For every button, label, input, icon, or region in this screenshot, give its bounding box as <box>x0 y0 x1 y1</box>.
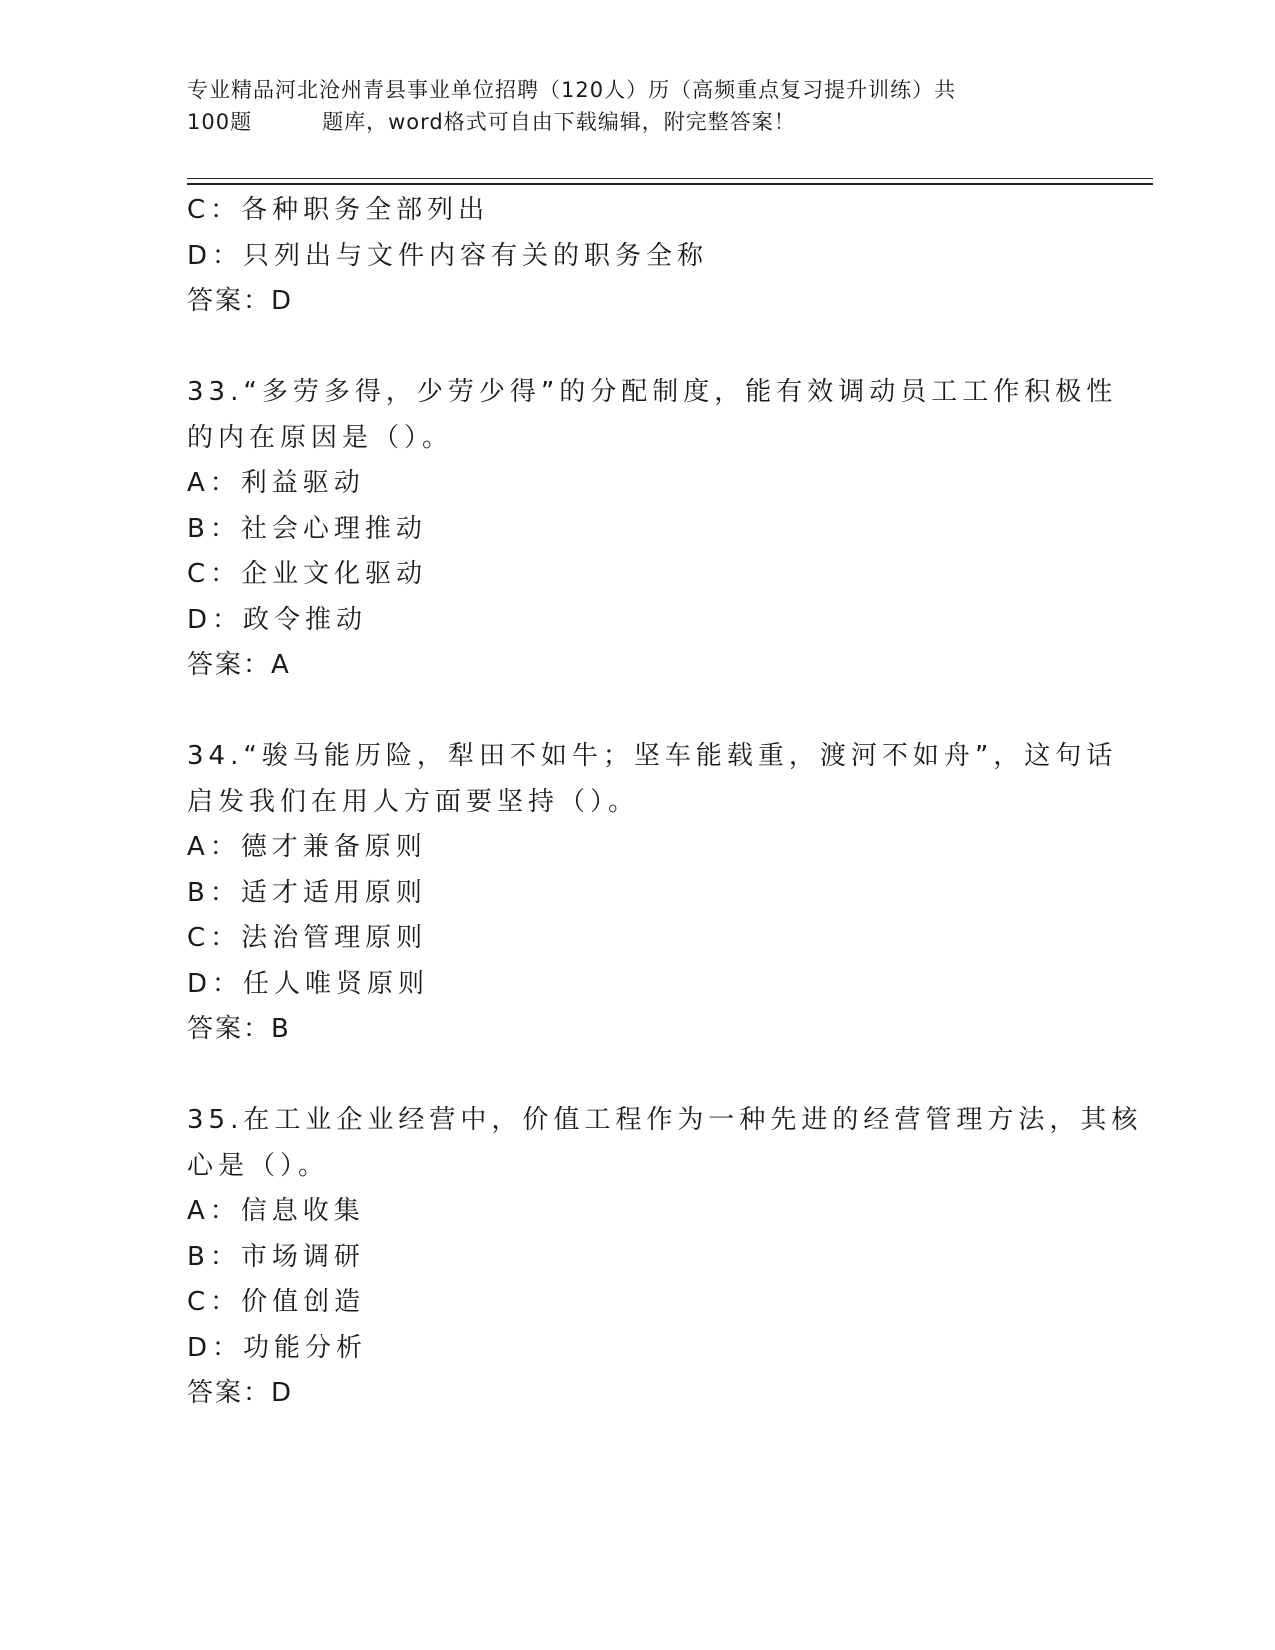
answer-line: 答案：A <box>187 650 291 680</box>
question-33 <box>187 370 1118 689</box>
question-stem-line-2: 的内在原因是（）。 <box>187 422 454 453</box>
question-stem-line-2: 启发我们在用人方面要坚持（）。 <box>187 786 640 817</box>
header-title-line-2 <box>187 106 1087 138</box>
option-c: C：价值创造 <box>187 1287 366 1317</box>
header-rule-thick <box>187 183 1153 185</box>
header-description: 题库，word格式可自由下载编辑，附完整答案！ <box>322 110 796 134</box>
option-d: D：任人唯贤原则 <box>187 968 430 999</box>
option-c: C：各种职务全部列出 <box>187 195 490 225</box>
question-stem-line-1: 35.在工业企业经营中，价值工程作为一种先进的经营管理方法，其核 <box>187 1105 1143 1135</box>
option-a: A：信息收集 <box>187 1196 365 1226</box>
question-35 <box>187 1098 1143 1417</box>
document-header <box>187 74 1087 138</box>
option-c: C：企业文化驱动 <box>187 559 428 589</box>
option-a: A：利益驱动 <box>187 468 365 498</box>
option-c: C：法治管理原则 <box>187 923 428 953</box>
question-stem-line-1: 34.“骏马能历险，犁田不如牛；坚车能载重，渡河不如舟”，这句话 <box>187 741 1118 771</box>
option-a: A：德才兼备原则 <box>187 832 427 862</box>
header-question-count: 100题 <box>187 110 253 134</box>
question-stem-line-1: 33.“多劳多得，少劳少得”的分配制度，能有效调动员工工作积极性 <box>187 377 1118 407</box>
option-b: B：市场调研 <box>187 1241 365 1272</box>
option-b: B：社会心理推动 <box>187 513 427 544</box>
question-content <box>187 188 1143 1417</box>
option-d: D：政令推动 <box>187 604 368 635</box>
option-b: B：适才适用原则 <box>187 877 427 908</box>
option-d: D：只列出与文件内容有关的职务全称 <box>187 240 709 271</box>
header-title-line-1: 专业精品河北沧州青县事业单位招聘（120人）历（高频重点复习提升训练）共 <box>187 78 957 102</box>
answer-line: 答案：D <box>187 1378 294 1408</box>
question-34 <box>187 734 1118 1053</box>
answer-line: 答案：B <box>187 1014 291 1044</box>
option-d: D：功能分析 <box>187 1332 368 1363</box>
carryover-block <box>187 188 1087 325</box>
answer-line: 答案：D <box>187 286 294 316</box>
question-stem-line-2: 心是（）。 <box>187 1150 330 1181</box>
header-rule-thin <box>187 178 1153 179</box>
